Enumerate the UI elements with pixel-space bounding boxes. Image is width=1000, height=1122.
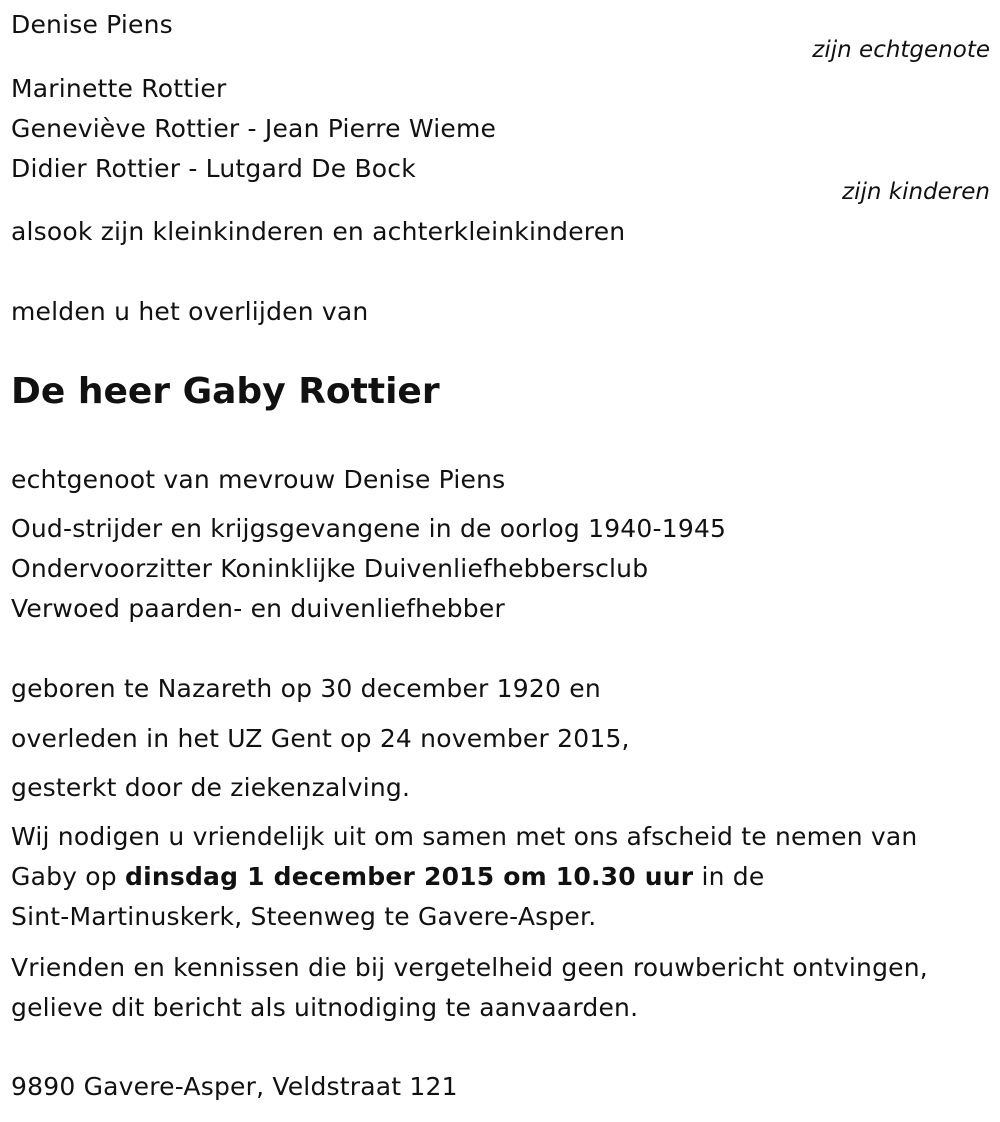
announce-line: melden u het overlijden van xyxy=(11,297,369,326)
invitation-suffix: in de xyxy=(693,862,765,891)
child-name-2: Geneviève Rottier - Jean Pierre Wieme xyxy=(11,114,497,143)
invitation-line-2 xyxy=(11,862,764,892)
address-line: 9890 Gavere-Asper, Veldstraat 121 xyxy=(11,1072,458,1101)
description-3: Verwoed paarden- en duivenliefhebber xyxy=(11,594,505,623)
invitation-line-1: Wij nodigen u vriendelijk uit om samen met ons afscheid te nemen van xyxy=(11,822,918,851)
invitation-prefix: Gaby op xyxy=(11,862,126,891)
description-1: Oud-strijder en krijgsgevangene in de oorlog 1940-1945 xyxy=(11,514,727,543)
died-line: overleden in het UZ Gent op 24 november 2015, xyxy=(11,724,630,753)
spouse-role: zijn echtgenote xyxy=(812,37,990,63)
born-line: geboren te Nazareth op 30 december 1920 en xyxy=(11,674,601,703)
spouse-name: Denise Piens xyxy=(11,10,173,39)
grandchildren-line: alsook zijn kleinkinderen en achterkleinkinderen xyxy=(11,217,626,246)
deceased-title: De heer Gaby Rottier xyxy=(11,371,440,412)
funeral-datetime: dinsdag 1 december 2015 om 10.30 uur xyxy=(125,862,694,891)
children-role: zijn kinderen xyxy=(842,179,990,205)
description-2: Ondervoorzitter Koninklijke Duivenliefhebbersclub xyxy=(11,554,649,583)
sacrament-line: gesterkt door de ziekenzalving. xyxy=(11,773,411,802)
friends-note-line-2: gelieve dit bericht als uitnodiging te aanvaarden. xyxy=(11,993,639,1022)
invitation-line-3: Sint-Martinuskerk, Steenweg te Gavere-Asper. xyxy=(11,902,597,931)
child-name-3: Didier Rottier - Lutgard De Bock xyxy=(11,154,416,183)
spouse-of-line: echtgenoot van mevrouw Denise Piens xyxy=(11,465,506,494)
friends-note-line-1: Vrienden en kennissen die bij vergetelheid geen rouwbericht ontvingen, xyxy=(11,953,928,982)
child-name-1: Marinette Rottier xyxy=(11,74,227,103)
